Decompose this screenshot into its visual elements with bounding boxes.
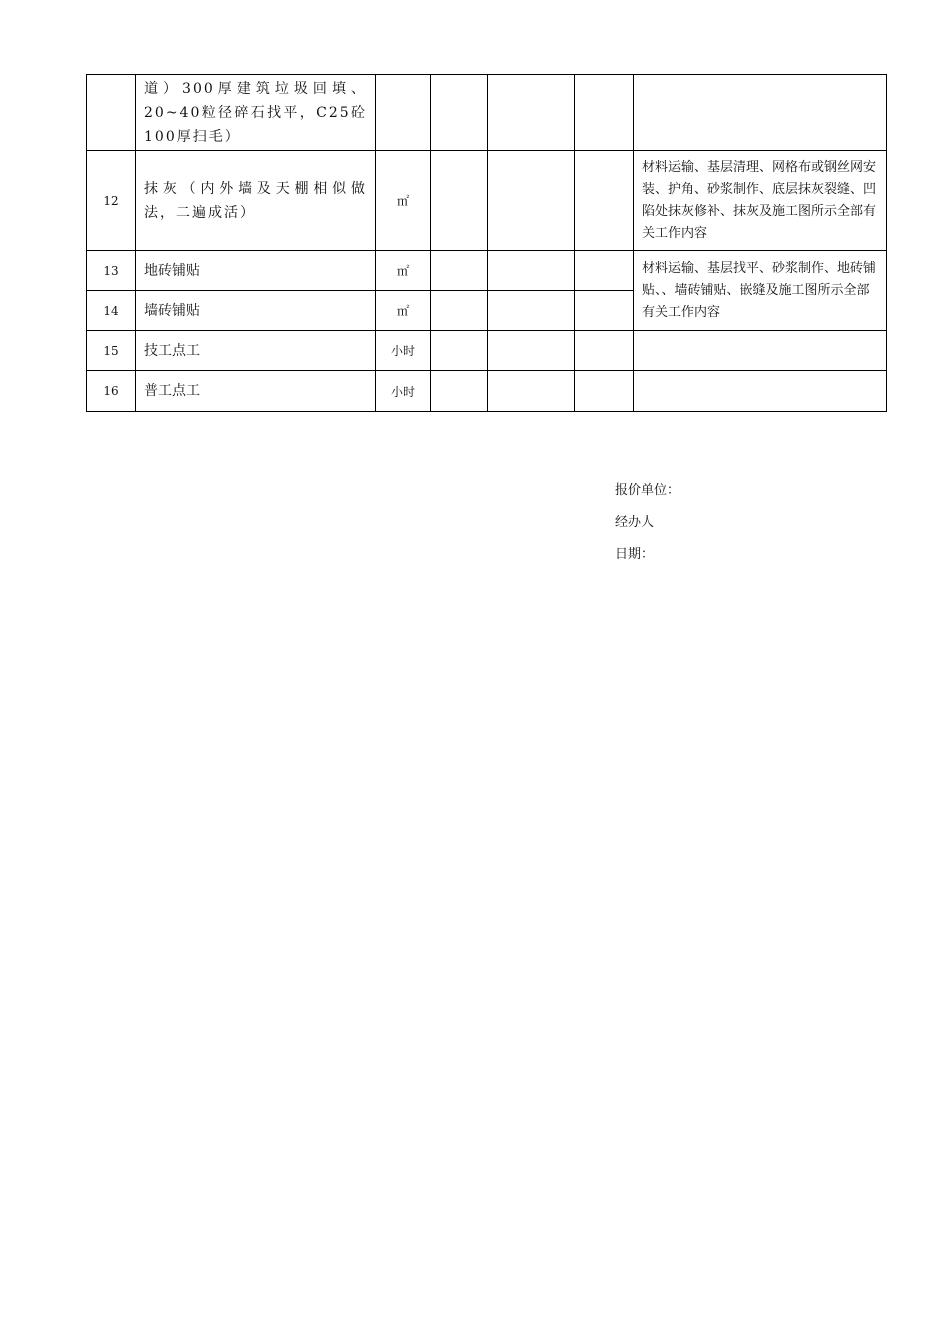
- row-number-cell: [87, 75, 136, 151]
- amount-cell: [575, 371, 634, 412]
- unit-cell: ㎡: [376, 151, 431, 251]
- quantity-cell: [431, 251, 488, 291]
- row-number-cell: 12: [87, 151, 136, 251]
- quantity-cell: [431, 151, 488, 251]
- table-row: [87, 75, 887, 151]
- table-row: [87, 331, 887, 371]
- unit-cell: 小时: [376, 371, 431, 412]
- unit-cell: ㎡: [376, 251, 431, 291]
- row-number-cell: 16: [87, 371, 136, 412]
- quantity-cell: [431, 371, 488, 412]
- item-name-cell: 抹灰（内外墙及天棚相似做法，二遍成活）: [136, 151, 376, 251]
- quotation-table: [86, 74, 887, 412]
- item-name-cell: 墙砖铺贴: [136, 291, 376, 331]
- amount-cell: [575, 151, 634, 251]
- quoting-company-label: 报价单位：: [615, 483, 681, 498]
- item-name-cell: 道）300厚建筑垃圾回填、20~40粒径碎石找平，C25砼100厚扫毛）: [136, 75, 376, 151]
- table-row: [87, 371, 887, 412]
- work-content-cell: [634, 331, 887, 371]
- unit-cell: ㎡: [376, 291, 431, 331]
- unit-cell: [376, 75, 431, 151]
- row-number-cell: 14: [87, 291, 136, 331]
- unit-price-cell: [488, 151, 575, 251]
- item-name-cell: 普工点工: [136, 371, 376, 412]
- work-content-cell: 材料运输、基层清理、网格布或钢丝网安装、护角、砂浆制作、底层抹灰裂缝、凹陷处抹灰修补、抹灰及施工图所示全部有关工作内容: [634, 151, 887, 251]
- quantity-cell: [431, 291, 488, 331]
- unit-price-cell: [488, 251, 575, 291]
- unit-price-cell: [488, 75, 575, 151]
- unit-price-cell: [488, 331, 575, 371]
- work-content-cell: [634, 75, 887, 151]
- amount-cell: [575, 251, 634, 291]
- item-name-cell: 技工点工: [136, 331, 376, 371]
- row-number-cell: 13: [87, 251, 136, 291]
- handler-label: 经办人: [615, 515, 655, 530]
- amount-cell: [575, 291, 634, 331]
- table-row: [87, 151, 887, 251]
- unit-cell: 小时: [376, 331, 431, 371]
- quantity-cell: [431, 331, 488, 371]
- work-content-cell: [634, 371, 887, 412]
- unit-price-cell: [488, 291, 575, 331]
- unit-price-cell: [488, 371, 575, 412]
- amount-cell: [575, 75, 634, 151]
- row-number-cell: 15: [87, 331, 136, 371]
- quantity-cell: [431, 75, 488, 151]
- date-label: 日期：: [615, 547, 655, 562]
- table-row: [87, 251, 887, 291]
- work-content-cell: 材料运输、基层找平、砂浆制作、地砖铺贴、、墙砖铺贴、嵌缝及施工图所示全部有关工作内容: [634, 251, 887, 331]
- amount-cell: [575, 331, 634, 371]
- item-name-cell: 地砖铺贴: [136, 251, 376, 291]
